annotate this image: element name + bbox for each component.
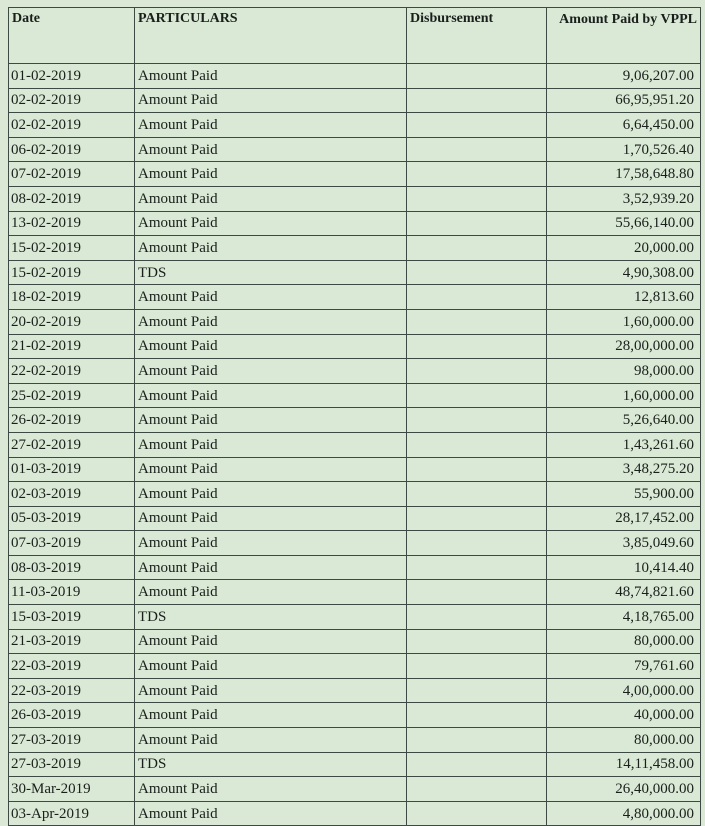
- cell-date: 15-02-2019: [9, 236, 135, 261]
- cell-particulars: Amount Paid: [135, 309, 407, 334]
- cell-amount: 4,00,000.00: [547, 678, 701, 703]
- table-row: [9, 752, 701, 777]
- table-row: [9, 703, 701, 728]
- cell-amount: 98,000.00: [547, 359, 701, 384]
- ledger-header: [9, 8, 701, 64]
- header-particulars: PARTICULARS: [135, 8, 407, 64]
- cell-disbursement: [407, 236, 547, 261]
- cell-amount: 20,000.00: [547, 236, 701, 261]
- cell-amount: 1,60,000.00: [547, 309, 701, 334]
- cell-amount: 4,90,308.00: [547, 260, 701, 285]
- ledger-sheet: [8, 7, 700, 822]
- cell-particulars: Amount Paid: [135, 432, 407, 457]
- cell-particulars: Amount Paid: [135, 162, 407, 187]
- cell-date: 26-02-2019: [9, 408, 135, 433]
- cell-date: 05-03-2019: [9, 506, 135, 531]
- table-row: [9, 137, 701, 162]
- cell-particulars: Amount Paid: [135, 64, 407, 89]
- cell-particulars: Amount Paid: [135, 457, 407, 482]
- cell-particulars: Amount Paid: [135, 703, 407, 728]
- cell-date: 21-02-2019: [9, 334, 135, 359]
- cell-amount: 4,18,765.00: [547, 605, 701, 630]
- cell-disbursement: [407, 285, 547, 310]
- cell-disbursement: [407, 506, 547, 531]
- cell-date: 01-03-2019: [9, 457, 135, 482]
- table-row: [9, 285, 701, 310]
- cell-amount: 1,43,261.60: [547, 432, 701, 457]
- cell-disbursement: [407, 162, 547, 187]
- cell-amount: 3,48,275.20: [547, 457, 701, 482]
- cell-date: 08-02-2019: [9, 186, 135, 211]
- cell-disbursement: [407, 408, 547, 433]
- table-row: [9, 359, 701, 384]
- cell-particulars: Amount Paid: [135, 236, 407, 261]
- cell-date: 06-02-2019: [9, 137, 135, 162]
- cell-amount: 4,80,000.00: [547, 801, 701, 826]
- cell-disbursement: [407, 359, 547, 384]
- cell-particulars: TDS: [135, 605, 407, 630]
- cell-date: 22-03-2019: [9, 678, 135, 703]
- cell-disbursement: [407, 211, 547, 236]
- header-amount: Amount Paid by VPPL: [547, 8, 701, 64]
- cell-disbursement: [407, 605, 547, 630]
- cell-amount: 3,85,049.60: [547, 531, 701, 556]
- cell-date: 02-02-2019: [9, 88, 135, 113]
- ledger-body: [9, 64, 701, 826]
- table-row: [9, 88, 701, 113]
- cell-amount: 17,58,648.80: [547, 162, 701, 187]
- cell-amount: 66,95,951.20: [547, 88, 701, 113]
- header-row: [9, 8, 701, 64]
- cell-particulars: Amount Paid: [135, 777, 407, 802]
- table-row: [9, 678, 701, 703]
- table-row: [9, 408, 701, 433]
- ledger-table: [8, 7, 701, 826]
- cell-particulars: Amount Paid: [135, 88, 407, 113]
- cell-disbursement: [407, 703, 547, 728]
- table-row: [9, 457, 701, 482]
- cell-amount: 1,60,000.00: [547, 383, 701, 408]
- table-row: [9, 728, 701, 753]
- table-row: [9, 654, 701, 679]
- cell-date: 18-02-2019: [9, 285, 135, 310]
- cell-disbursement: [407, 383, 547, 408]
- cell-date: 02-03-2019: [9, 482, 135, 507]
- table-row: [9, 383, 701, 408]
- header-disbursement: Disbursement: [407, 8, 547, 64]
- cell-date: 27-03-2019: [9, 752, 135, 777]
- cell-amount: 9,06,207.00: [547, 64, 701, 89]
- cell-date: 21-03-2019: [9, 629, 135, 654]
- cell-amount: 6,64,450.00: [547, 113, 701, 138]
- cell-disbursement: [407, 777, 547, 802]
- table-row: [9, 162, 701, 187]
- cell-particulars: Amount Paid: [135, 285, 407, 310]
- cell-particulars: Amount Paid: [135, 678, 407, 703]
- cell-date: 20-02-2019: [9, 309, 135, 334]
- header-date: Date: [9, 8, 135, 64]
- cell-amount: 55,66,140.00: [547, 211, 701, 236]
- cell-amount: 14,11,458.00: [547, 752, 701, 777]
- cell-disbursement: [407, 531, 547, 556]
- cell-disbursement: [407, 801, 547, 826]
- cell-particulars: Amount Paid: [135, 334, 407, 359]
- cell-date: 02-02-2019: [9, 113, 135, 138]
- cell-amount: 26,40,000.00: [547, 777, 701, 802]
- cell-date: 15-02-2019: [9, 260, 135, 285]
- cell-disbursement: [407, 88, 547, 113]
- cell-particulars: Amount Paid: [135, 211, 407, 236]
- table-row: [9, 334, 701, 359]
- cell-date: 03-Apr-2019: [9, 801, 135, 826]
- cell-date: 27-03-2019: [9, 728, 135, 753]
- cell-amount: 40,000.00: [547, 703, 701, 728]
- cell-date: 26-03-2019: [9, 703, 135, 728]
- table-row: [9, 605, 701, 630]
- cell-amount: 5,26,640.00: [547, 408, 701, 433]
- cell-disbursement: [407, 137, 547, 162]
- table-row: [9, 531, 701, 556]
- cell-disbursement: [407, 457, 547, 482]
- cell-particulars: Amount Paid: [135, 531, 407, 556]
- cell-particulars: TDS: [135, 260, 407, 285]
- table-row: [9, 580, 701, 605]
- cell-disbursement: [407, 113, 547, 138]
- cell-particulars: TDS: [135, 752, 407, 777]
- cell-particulars: Amount Paid: [135, 186, 407, 211]
- cell-amount: 79,761.60: [547, 654, 701, 679]
- cell-amount: 10,414.40: [547, 555, 701, 580]
- cell-amount: 55,900.00: [547, 482, 701, 507]
- cell-date: 27-02-2019: [9, 432, 135, 457]
- table-row: [9, 506, 701, 531]
- table-row: [9, 113, 701, 138]
- cell-date: 22-02-2019: [9, 359, 135, 384]
- table-row: [9, 186, 701, 211]
- cell-disbursement: [407, 728, 547, 753]
- cell-particulars: Amount Paid: [135, 555, 407, 580]
- cell-date: 07-02-2019: [9, 162, 135, 187]
- cell-amount: 28,17,452.00: [547, 506, 701, 531]
- cell-disbursement: [407, 654, 547, 679]
- cell-particulars: Amount Paid: [135, 506, 407, 531]
- cell-amount: 80,000.00: [547, 728, 701, 753]
- cell-date: 25-02-2019: [9, 383, 135, 408]
- cell-date: 13-02-2019: [9, 211, 135, 236]
- table-row: [9, 309, 701, 334]
- cell-date: 15-03-2019: [9, 605, 135, 630]
- cell-disbursement: [407, 555, 547, 580]
- cell-disbursement: [407, 580, 547, 605]
- cell-date: 22-03-2019: [9, 654, 135, 679]
- table-row: [9, 211, 701, 236]
- cell-disbursement: [407, 629, 547, 654]
- cell-particulars: Amount Paid: [135, 801, 407, 826]
- cell-particulars: Amount Paid: [135, 359, 407, 384]
- cell-particulars: Amount Paid: [135, 629, 407, 654]
- table-row: [9, 432, 701, 457]
- cell-disbursement: [407, 678, 547, 703]
- cell-date: 08-03-2019: [9, 555, 135, 580]
- cell-amount: 28,00,000.00: [547, 334, 701, 359]
- cell-particulars: Amount Paid: [135, 482, 407, 507]
- cell-date: 01-02-2019: [9, 64, 135, 89]
- cell-disbursement: [407, 260, 547, 285]
- cell-particulars: Amount Paid: [135, 113, 407, 138]
- cell-date: 11-03-2019: [9, 580, 135, 605]
- table-row: [9, 777, 701, 802]
- cell-particulars: Amount Paid: [135, 580, 407, 605]
- cell-disbursement: [407, 752, 547, 777]
- table-row: [9, 482, 701, 507]
- cell-particulars: Amount Paid: [135, 137, 407, 162]
- cell-particulars: Amount Paid: [135, 383, 407, 408]
- cell-amount: 12,813.60: [547, 285, 701, 310]
- table-row: [9, 801, 701, 826]
- table-row: [9, 64, 701, 89]
- cell-amount: 3,52,939.20: [547, 186, 701, 211]
- table-row: [9, 555, 701, 580]
- cell-disbursement: [407, 334, 547, 359]
- cell-particulars: Amount Paid: [135, 408, 407, 433]
- cell-disbursement: [407, 186, 547, 211]
- cell-disbursement: [407, 309, 547, 334]
- cell-date: 07-03-2019: [9, 531, 135, 556]
- table-row: [9, 629, 701, 654]
- cell-particulars: Amount Paid: [135, 728, 407, 753]
- cell-disbursement: [407, 64, 547, 89]
- table-row: [9, 236, 701, 261]
- cell-amount: 48,74,821.60: [547, 580, 701, 605]
- cell-amount: 80,000.00: [547, 629, 701, 654]
- cell-disbursement: [407, 482, 547, 507]
- table-row: [9, 260, 701, 285]
- cell-particulars: Amount Paid: [135, 654, 407, 679]
- cell-disbursement: [407, 432, 547, 457]
- cell-amount: 1,70,526.40: [547, 137, 701, 162]
- cell-date: 30-Mar-2019: [9, 777, 135, 802]
